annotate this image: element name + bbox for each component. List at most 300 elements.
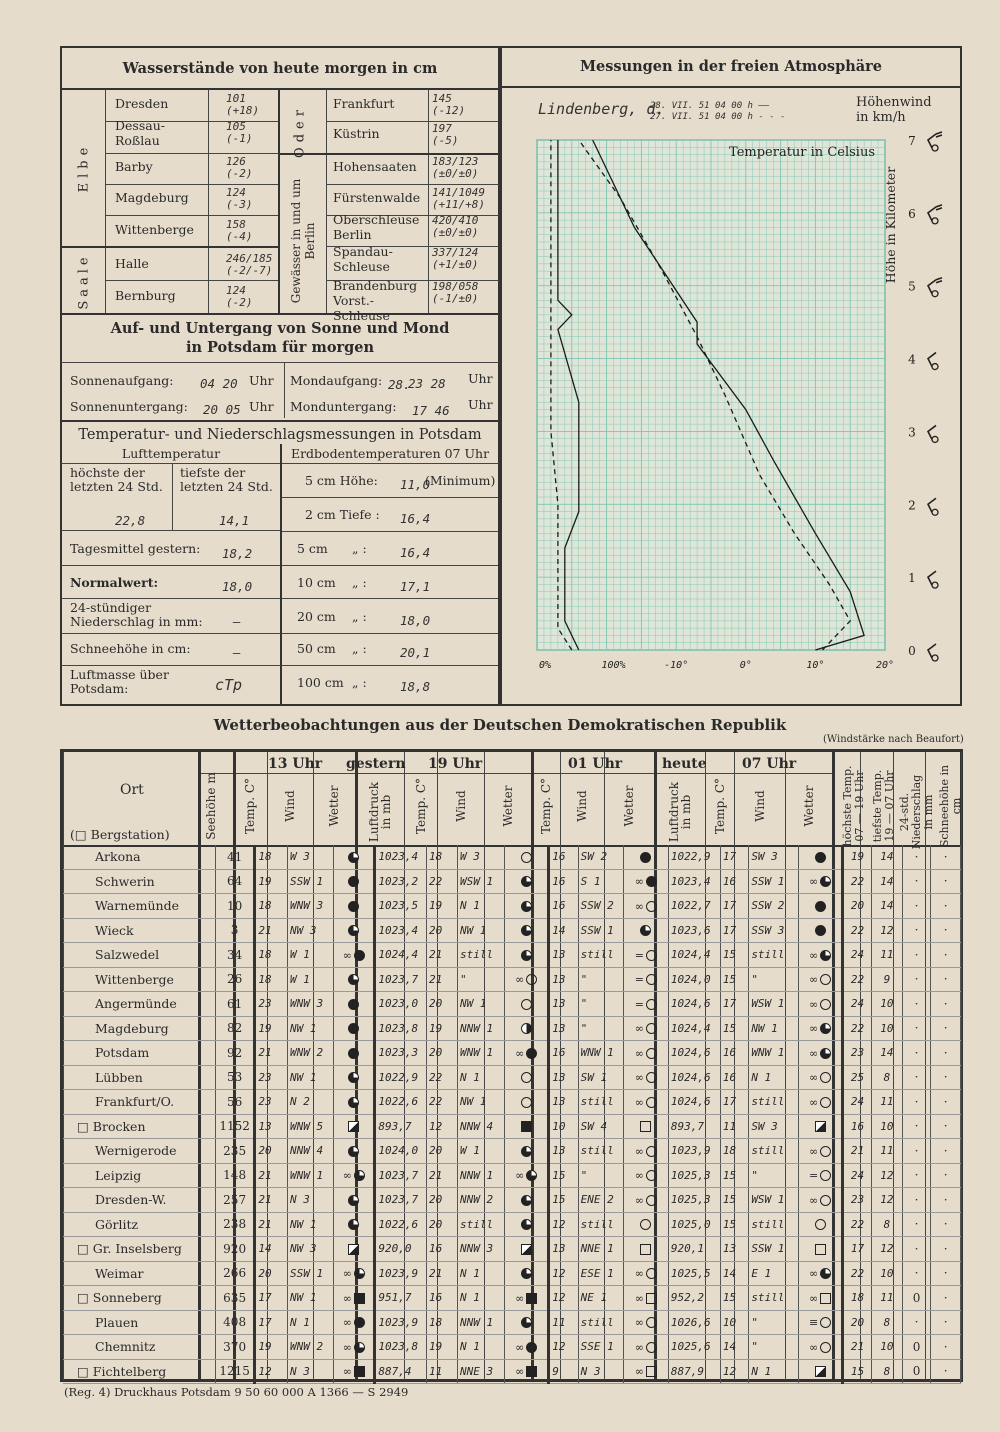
table-cell: 14 xyxy=(871,869,902,894)
column-header: Wetter xyxy=(801,785,816,827)
weather-symbol xyxy=(348,1095,359,1109)
table-cell: WNW 3 xyxy=(287,894,333,919)
station-name: Warnemünde xyxy=(63,894,215,919)
table-cell: SW 1 xyxy=(578,1065,623,1090)
table-cell: NNW 3 xyxy=(458,1237,505,1262)
weather-symbol-icon xyxy=(521,852,532,863)
weather-symbol xyxy=(635,1291,657,1305)
weather-symbol xyxy=(348,1193,359,1207)
table-cell: 12 xyxy=(871,1188,902,1213)
table-cell: 13 xyxy=(549,1139,578,1164)
table-cell: 1022,7 xyxy=(668,894,720,919)
table-cell: NW 3 xyxy=(287,1237,333,1262)
weather-modifier: ∞ xyxy=(634,875,644,889)
table-cell: · xyxy=(931,1090,961,1115)
table-cell: NW 1 xyxy=(458,918,505,943)
table-cell: NW 1 xyxy=(749,1016,799,1041)
weather-symbol-icon xyxy=(646,950,657,961)
weather-cell xyxy=(334,1163,375,1188)
table-cell: " xyxy=(458,967,505,992)
station-name: □ Fichtelberg xyxy=(63,1359,215,1384)
table-row xyxy=(63,1188,961,1213)
weather-modifier: ∞ xyxy=(808,1046,819,1060)
table-cell: 20 xyxy=(427,918,458,943)
table-cell: · xyxy=(902,1016,930,1041)
table-cell: N 1 xyxy=(458,1335,505,1360)
table-cell: 20 xyxy=(427,1139,458,1164)
heute-header: heute xyxy=(662,756,707,772)
weather-symbol-icon xyxy=(820,876,831,887)
weather-symbol xyxy=(640,923,651,937)
weather-symbol-icon xyxy=(348,1244,359,1255)
table-cell: 22 xyxy=(843,1212,872,1237)
weather-symbol xyxy=(635,1193,657,1207)
table-cell: 1023,8 xyxy=(375,1016,427,1041)
table-cell: 1024,6 xyxy=(668,992,720,1017)
table-cell: 17 xyxy=(720,845,748,869)
weather-cell xyxy=(505,1310,549,1335)
weather-symbol xyxy=(521,850,532,864)
weather-cell xyxy=(505,1212,549,1237)
table-cell: 19 xyxy=(843,845,872,869)
weather-symbol-icon xyxy=(521,1195,532,1206)
table-cell: 21 xyxy=(427,943,458,968)
table-cell: 1023,5 xyxy=(375,894,427,919)
wind-barb-icon xyxy=(932,291,938,297)
station-name: Schwerin xyxy=(63,869,215,894)
water-station-name: Hohensaaten xyxy=(333,159,417,174)
weather-modifier: ∞ xyxy=(515,1291,525,1305)
weather-symbol xyxy=(348,1144,359,1158)
table-cell: SSW 2 xyxy=(749,894,799,919)
table-cell: 15 xyxy=(549,1163,578,1188)
weather-modifier: ∞ xyxy=(808,1267,819,1281)
weather-modifier: ∞ xyxy=(634,1193,644,1207)
soil-row-divider xyxy=(282,633,498,634)
table-cell: 15 xyxy=(720,943,748,968)
table-cell: 1023,0 xyxy=(375,992,427,1017)
table-cell: 34 xyxy=(215,943,254,968)
table-row xyxy=(63,1139,961,1164)
weather-cell xyxy=(798,918,842,943)
table-cell: 11 xyxy=(427,1359,458,1384)
weather-symbol xyxy=(521,997,532,1011)
soil-row-divider xyxy=(282,598,498,599)
table-cell: 0 xyxy=(902,1335,930,1360)
table-cell: 22 xyxy=(843,869,872,894)
weather-modifier: ∞ xyxy=(634,1071,644,1085)
station-name: Weimar xyxy=(63,1261,215,1286)
column-header: Temp. C° xyxy=(712,777,727,835)
table-cell: NE 1 xyxy=(578,1286,623,1311)
erd-header: Erdbodentemperaturen 07 Uhr xyxy=(290,446,490,461)
table-cell: 1025,5 xyxy=(668,1261,720,1286)
weather-symbol xyxy=(348,923,359,937)
table-cell: · xyxy=(931,1212,961,1237)
weather-symbol xyxy=(815,1217,826,1231)
water-level-change: (±0/±0) xyxy=(432,167,479,180)
table-cell: 22 xyxy=(843,967,872,992)
water-level-change: (-12) xyxy=(432,104,466,117)
weather-cell xyxy=(623,1335,668,1360)
table-cell: SSW 1 xyxy=(287,1261,333,1286)
weather-symbol-icon xyxy=(646,1293,657,1304)
table-cell: WNW 1 xyxy=(287,1163,333,1188)
water-station-name: Brandenburg Vorst.-Schleuse xyxy=(333,278,418,323)
table-cell: 16 xyxy=(843,1114,872,1139)
table-cell: · xyxy=(931,1139,961,1164)
weather-symbol-icon xyxy=(815,925,826,936)
precip-value: – xyxy=(233,614,241,629)
table-cell: 23 xyxy=(843,1041,872,1066)
soil-depth-label: 2 cm Tiefe : xyxy=(305,507,380,522)
column-header: Wetter xyxy=(622,785,636,827)
weather-modifier: ∞ xyxy=(634,1316,644,1330)
weather-symbol xyxy=(515,1291,537,1305)
chart-y-tick: 4 xyxy=(908,352,916,367)
weather-modifier: ∞ xyxy=(634,1046,644,1060)
weather-symbol-icon xyxy=(526,1293,537,1304)
soil-note: (Minimum) xyxy=(425,473,496,488)
table-cell: 26 xyxy=(215,967,254,992)
weather-modifier: ∞ xyxy=(808,1144,819,1158)
table-cell: SSW 1 xyxy=(749,1237,799,1262)
table-cell: 13 xyxy=(549,967,578,992)
weather-symbol xyxy=(348,1021,359,1035)
weather-symbol xyxy=(343,1291,365,1305)
table-cell: 21 xyxy=(255,918,288,943)
table-cell: 14 xyxy=(871,1041,902,1066)
weather-modifier: ∞ xyxy=(342,1267,352,1281)
table-cell: WNW 3 xyxy=(287,992,333,1017)
table-cell: " xyxy=(578,1016,623,1041)
table-cell: 1025,3 xyxy=(668,1163,720,1188)
weather-symbol xyxy=(521,923,532,937)
table-cell: 19 xyxy=(427,1016,458,1041)
weather-cell xyxy=(623,1212,668,1237)
soil-value: 11,0 xyxy=(400,477,431,492)
water-level-value: 183/123 xyxy=(432,155,479,168)
table-cell: SSW 2 xyxy=(578,894,623,919)
table-row xyxy=(63,894,961,919)
weather-symbol xyxy=(515,1364,537,1378)
weather-modifier: ∞ xyxy=(515,1046,525,1060)
station-name: Plauen xyxy=(63,1310,215,1335)
weather-modifier: ∞ xyxy=(808,973,819,987)
table-cell: N 1 xyxy=(749,1065,799,1090)
table-row xyxy=(63,992,961,1017)
water-station-name: Küstrin xyxy=(333,126,380,141)
table-cell: 21 xyxy=(843,1335,872,1360)
table-cell: · xyxy=(931,1237,961,1262)
table-cell: 20 xyxy=(843,894,872,919)
table-cell: · xyxy=(902,943,930,968)
t07-header: 07 Uhr xyxy=(742,756,797,772)
table-cell: 10 xyxy=(549,1114,578,1139)
moonset-label: Monduntergang: xyxy=(290,399,397,414)
weather-symbol xyxy=(348,1119,359,1133)
mean-label: Tagesmittel gestern: xyxy=(70,541,201,556)
chart-y-tick: 5 xyxy=(908,279,916,294)
weather-symbol-icon xyxy=(354,1366,365,1377)
weather-cell xyxy=(623,992,668,1017)
weather-symbol-icon xyxy=(348,974,359,985)
weather-symbol-icon xyxy=(348,999,359,1010)
weather-cell xyxy=(334,1212,375,1237)
weather-symbol xyxy=(521,1119,532,1133)
weather-cell xyxy=(623,1188,668,1213)
table-cell: 82 xyxy=(215,1016,254,1041)
table-cell: still xyxy=(578,1212,623,1237)
table-cell: still xyxy=(458,1212,505,1237)
table-cell: SW 3 xyxy=(749,845,799,869)
weather-modifier: ∞ xyxy=(515,1365,525,1379)
weather-cell xyxy=(798,1237,842,1262)
weather-cell xyxy=(798,943,842,968)
weather-modifier: ≡ xyxy=(808,1316,819,1330)
weather-symbol-icon xyxy=(348,1023,359,1034)
weather-cell xyxy=(798,1359,842,1384)
weather-cell xyxy=(334,1139,375,1164)
weather-symbol-icon xyxy=(820,999,831,1010)
weather-cell xyxy=(623,918,668,943)
weather-symbol xyxy=(809,1291,831,1305)
table-cell: 18 xyxy=(427,845,458,869)
weather-symbol xyxy=(521,1315,532,1329)
wind-barb-icon xyxy=(932,364,938,370)
table-cell: 12 xyxy=(871,918,902,943)
table-cell: 12 xyxy=(720,1359,748,1384)
table-cell: · xyxy=(931,918,961,943)
table-cell: N 1 xyxy=(458,1286,505,1311)
table-cell: · xyxy=(931,1310,961,1335)
table-cell: 10 xyxy=(871,1016,902,1041)
weather-symbol xyxy=(521,1021,532,1035)
table-cell: 0 xyxy=(902,1359,930,1384)
t19-header: 19 Uhr xyxy=(428,756,483,772)
water-level-value: 126 xyxy=(226,155,246,168)
weather-symbol xyxy=(815,923,826,937)
station-name: Magdeburg xyxy=(63,1016,215,1041)
table-row xyxy=(63,1065,961,1090)
table-cell: · xyxy=(931,1065,961,1090)
table-cell: 17 xyxy=(255,1310,288,1335)
table-cell: 10 xyxy=(871,1261,902,1286)
max-label: höchste der letzten 24 Std. xyxy=(70,465,163,494)
table-cell: 238 xyxy=(215,1212,254,1237)
column-header: Temp. C° xyxy=(243,777,257,835)
weather-cell xyxy=(334,1237,375,1262)
table-cell: 9 xyxy=(549,1359,578,1384)
weather-symbol-icon xyxy=(521,950,532,961)
weather-modifier: ∞ xyxy=(808,1095,819,1109)
weather-symbol-icon xyxy=(521,1244,532,1255)
table-cell: ENE 2 xyxy=(578,1188,623,1213)
soil-ditto: „ : xyxy=(352,575,367,590)
weather-modifier: ∞ xyxy=(634,899,644,913)
table-cell: · xyxy=(902,1041,930,1066)
weather-symbol xyxy=(815,1364,826,1378)
weather-symbol xyxy=(521,1217,532,1231)
weather-symbol xyxy=(348,1046,359,1060)
table-cell: still xyxy=(458,943,505,968)
weather-symbol xyxy=(635,1266,657,1280)
column-header: Temp. C° xyxy=(413,777,428,835)
table-cell: 19 xyxy=(427,894,458,919)
chart-height-label: Höhe in Kilometer xyxy=(883,166,898,284)
chart-y-tick: 2 xyxy=(908,498,916,513)
weather-symbol-icon xyxy=(348,925,359,936)
table-cell: 10 xyxy=(871,1335,902,1360)
weather-modifier: ∞ xyxy=(808,1340,819,1354)
water-station-name: Dresden xyxy=(115,96,169,111)
weather-symbol xyxy=(809,1046,831,1060)
table-cell: 22 xyxy=(427,1090,458,1115)
water-level-value: 158 xyxy=(226,218,246,231)
water-station-name: Barby xyxy=(115,159,153,174)
table-cell: 1024,6 xyxy=(668,1065,720,1090)
weather-symbol xyxy=(521,899,532,913)
weather-symbol-icon xyxy=(646,1268,657,1279)
table-cell: 920 xyxy=(215,1237,254,1262)
table-cell: 1023,7 xyxy=(375,967,427,992)
station-name: □ Sonneberg xyxy=(63,1286,215,1311)
water-station-name: Wittenberge xyxy=(115,222,194,237)
table-cell: 24 xyxy=(843,992,872,1017)
weather-symbol xyxy=(348,997,359,1011)
table-cell: 887,9 xyxy=(668,1359,720,1384)
table-cell: 22 xyxy=(843,1261,872,1286)
weather-symbol-icon xyxy=(526,974,537,985)
normal-value: 18,0 xyxy=(222,579,253,594)
weather-symbol xyxy=(348,899,359,913)
table-cell: · xyxy=(902,918,930,943)
table-cell: 24 xyxy=(843,1090,872,1115)
water-level-value: 141/1049 xyxy=(432,186,485,199)
weather-symbol-icon xyxy=(640,852,651,863)
weather-cell xyxy=(623,1090,668,1115)
table-row xyxy=(63,967,961,992)
weather-cell xyxy=(334,1016,375,1041)
weather-symbol-icon xyxy=(521,925,532,936)
table-cell: 19 xyxy=(255,869,288,894)
weather-symbol xyxy=(809,1070,831,1084)
table-cell: 8 xyxy=(871,1310,902,1335)
table-cell: W 1 xyxy=(287,967,333,992)
table-cell: " xyxy=(749,1310,799,1335)
weather-symbol xyxy=(348,1070,359,1084)
weather-modifier: ∞ xyxy=(808,997,819,1011)
table-cell: 16 xyxy=(427,1286,458,1311)
atmosphere-station: Lindenberg, d. xyxy=(538,100,665,118)
chart-y-tick: 3 xyxy=(908,425,916,440)
atmosphere-chart xyxy=(500,130,960,680)
table-cell: 15 xyxy=(720,967,748,992)
weather-cell xyxy=(623,1139,668,1164)
table-cell: · xyxy=(902,1090,930,1115)
table-cell: 21 xyxy=(427,1163,458,1188)
weather-symbol-icon xyxy=(820,1293,831,1304)
atmosphere-date-2: 27. VII. 51 04 00 h - - - xyxy=(650,112,786,122)
weather-cell xyxy=(798,1335,842,1360)
table-cell: · xyxy=(931,869,961,894)
weather-modifier: ∞ xyxy=(634,1291,644,1305)
weather-cell xyxy=(505,1286,549,1311)
table-cell: N 1 xyxy=(287,1310,333,1335)
weather-modifier: ∞ xyxy=(808,1291,819,1305)
table-cell: still xyxy=(578,943,623,968)
table-cell: 1022,9 xyxy=(375,1065,427,1090)
table-row xyxy=(63,1335,961,1360)
weather-cell xyxy=(623,967,668,992)
weather-symbol xyxy=(809,1266,831,1280)
sunrise-label: Sonnenaufgang: xyxy=(70,373,174,388)
table-cell: " xyxy=(749,1335,799,1360)
table-cell: 1023,9 xyxy=(668,1139,720,1164)
water-level-value: 198/058 xyxy=(432,280,479,293)
table-cell: 1023,9 xyxy=(375,1310,427,1335)
water-station-name: Frankfurt xyxy=(333,96,395,111)
table-cell: NW 1 xyxy=(287,1065,333,1090)
weather-modifier: ∞ xyxy=(342,1316,352,1330)
soil-depth-label: 5 cm Höhe: xyxy=(305,473,378,488)
table-cell: WNW 1 xyxy=(458,1041,505,1066)
weather-cell xyxy=(798,1310,842,1335)
table-cell: 19 xyxy=(427,1335,458,1360)
table-cell: · xyxy=(902,1114,930,1139)
temp-potsdam-title: Temperatur- und Niederschlagsmessungen in Potsdam xyxy=(78,427,482,443)
table-cell: 22 xyxy=(843,918,872,943)
table-cell: 15 xyxy=(720,1016,748,1041)
weather-modifier: ∞ xyxy=(634,1365,644,1379)
weather-symbol xyxy=(815,1119,826,1133)
table-row xyxy=(63,1041,961,1066)
weather-cell xyxy=(623,1310,668,1335)
table-cell: still xyxy=(578,1090,623,1115)
table-cell: still xyxy=(749,1139,799,1164)
weather-cell xyxy=(623,943,668,968)
table-cell: · xyxy=(931,845,961,869)
column-header: Wind xyxy=(752,790,767,822)
weather-symbol xyxy=(809,948,831,962)
weather-cell xyxy=(798,1065,842,1090)
table-cell: 21 xyxy=(255,1163,288,1188)
weather-symbol xyxy=(515,1046,537,1060)
table-cell: W 1 xyxy=(458,1139,505,1164)
river-berlin-label: Gewässer in und um Berlin xyxy=(289,178,317,304)
weather-symbol-icon xyxy=(640,1244,651,1255)
weather-cell xyxy=(798,1114,842,1139)
weather-modifier: ∞ xyxy=(808,1071,819,1085)
table-cell: 887,4 xyxy=(375,1359,427,1384)
table-cell: 13 xyxy=(549,1090,578,1115)
moonrise-label: Mondaufgang: xyxy=(290,373,383,388)
weather-symbol xyxy=(640,1217,651,1231)
weather-cell xyxy=(334,1286,375,1311)
table-cell: SSW 3 xyxy=(749,918,799,943)
table-cell: · xyxy=(902,992,930,1017)
airmass-value: cTp xyxy=(215,676,243,694)
table-cell: " xyxy=(578,1163,623,1188)
water-level-change: (-1) xyxy=(226,132,253,145)
weather-cell xyxy=(334,1310,375,1335)
weather-cell xyxy=(623,1237,668,1262)
table-cell: 11 xyxy=(549,1310,578,1335)
weather-modifier: = xyxy=(634,997,644,1011)
weather-cell xyxy=(623,1286,668,1311)
table-cell: NW 1 xyxy=(287,1286,333,1311)
table-cell: 11 xyxy=(871,1139,902,1164)
